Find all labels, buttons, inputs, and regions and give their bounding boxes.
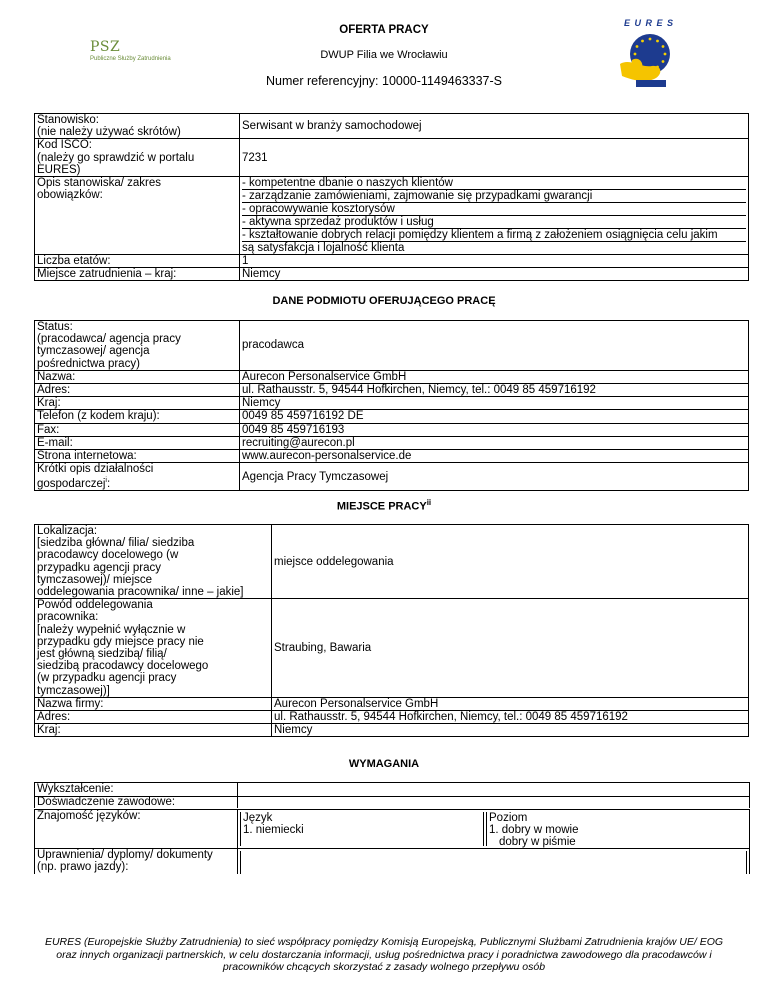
employer-table [34, 320, 749, 491]
employer-website[interactable]: www.aurecon-personalservice.de [240, 450, 749, 463]
employer-section-title: DANE PODMIOTU OFERUJĄCEGO PRACĘ [272, 295, 496, 307]
reason-label-cell [35, 599, 272, 698]
employer-row-label: E-mail: [35, 436, 240, 449]
employer-row-value: Aurecon Personalservice GmbH [240, 370, 749, 383]
licenses-value [237, 848, 750, 874]
workplace-row-value: Niemcy [272, 724, 749, 737]
employer-row-label: Adres: [35, 384, 240, 397]
reason-label-line: [należy wypełnić wyłącznie w [37, 623, 186, 636]
location-label-cell [35, 525, 272, 599]
requirements-table [34, 782, 749, 874]
activity-label-colon: : [106, 478, 111, 491]
footnote-marker: i [105, 477, 107, 485]
reason-label-line: (w przypadku agencji pracy [37, 672, 177, 685]
office-name: DWUP Filia we Wrocławiu [320, 49, 448, 61]
employer-row-value: 0049 85 459716192 DE [240, 410, 749, 423]
duties-label-1: Opis stanowiska/ zakres [37, 177, 161, 190]
jobs-count-label: Liczba etatów: [35, 255, 240, 268]
licenses-label-cell [34, 848, 239, 874]
employer-row-label: Fax: [35, 423, 240, 436]
eures-logo-text: E U R E S [623, 18, 674, 28]
workplace-row-label: Nazwa firmy: [35, 697, 272, 710]
education-label: Wykształcenie: [34, 782, 239, 797]
requirements-section-title: WYMAGANIA [348, 758, 420, 770]
experience-value [237, 796, 750, 808]
level-value-1: 1. dobry w mowie [489, 824, 579, 836]
activity-label-2: gospodarczej [37, 478, 106, 491]
workplace-section-title [0, 498, 768, 513]
psz-logo-subtitle: Publiczne Służby Zatrudnienia [90, 56, 171, 62]
activity-value: Agencja Pracy Tymczasowej [240, 463, 749, 491]
employer-row-value: Niemcy [240, 397, 749, 410]
eures-emblem-icon [612, 28, 686, 92]
status-value: pracodawca [240, 321, 749, 371]
reason-label-line: jest główną siedzibą/ filią/ [37, 648, 167, 661]
location-label-line: pracodawcy docelowego (w [37, 549, 179, 562]
status-label-line: pośrednictwa pracy) [37, 357, 140, 370]
duty-item: - kształtowanie dobrych relacji pomiędzy klientem a firmą z założeniem osiągnięcia celu jakim [242, 229, 746, 242]
level-value-2: dobry w piśmie [499, 836, 576, 848]
workplace-title-text: MIEJSCE PRACY [336, 500, 427, 513]
column-divider [240, 851, 241, 874]
location-label-line: tymczasowej)/ miejsce [37, 573, 153, 586]
status-label-line: Status: [37, 321, 73, 333]
employer-row-label: Kraj: [35, 397, 240, 410]
status-label-cell [35, 321, 240, 371]
psz-logo [90, 40, 200, 70]
languages-label: Znajomość języków: [34, 809, 239, 848]
reason-value: Straubing, Bawaria [272, 599, 749, 698]
duties-label-2: obowiązków: [37, 189, 103, 202]
employer-row-label: Strona internetowa: [35, 450, 240, 463]
level-header: Poziom [489, 812, 528, 824]
duty-item: - opracowywanie kosztorysów [242, 203, 746, 216]
eures-logo [612, 18, 686, 98]
isco-label: Kod ISCO: [37, 139, 92, 152]
duty-item: - kompetentne dbanie o naszych klientów [242, 177, 746, 190]
language-value: 1. niemiecki [243, 824, 304, 836]
jobs-count-value: 1 [240, 255, 749, 268]
employer-row-value: 0049 85 459716193 [240, 423, 749, 436]
workplace-row-value: Aurecon Personalservice GmbH [272, 697, 749, 710]
position-note: (nie należy używać skrótów) [37, 126, 181, 139]
reason-label-line: przypadku gdy miejsce pracy nie [37, 635, 204, 648]
languages-value-area [237, 809, 750, 848]
work-country-label: Miejsce zatrudnienia – kraj: [35, 268, 240, 281]
licenses-label-1: Uprawnienia/ dyplomy/ dokumenty [37, 849, 213, 861]
duties-value-cell [240, 177, 749, 255]
isco-note-1: (należy go sprawdzić w portalu [37, 151, 195, 164]
language-column [240, 812, 484, 846]
isco-value: 7231 [240, 139, 749, 177]
workplace-table [34, 524, 749, 737]
footer-note: EURES (Europejskie Służby Zatrudnienia) to sieć współpracy pomiędzy Komisją Europejską, Publicznymi Służbami Zatrudnienia krajów UE/ EOG oraz innych organizacji partnerskich, w celu dostarczania informacji, usług pośrednictwa pracy i poradnictwa zawodowego dla pracodawców i pracowników chcących skorzystać z zasady wolnego przepływu osób [44, 936, 724, 974]
location-label-line: przypadku agencji pracy [37, 561, 162, 574]
duties-label-cell [35, 177, 240, 255]
activity-label-2-wrap [37, 475, 237, 490]
isco-note-2: EURES) [37, 163, 81, 176]
status-label-line: tymczasowej/ agencja [37, 345, 150, 358]
reason-label-line: Powód oddelegowania [37, 599, 153, 612]
activity-label-cell [35, 463, 240, 491]
location-label-line: Lokalizacja: [37, 525, 98, 537]
duty-item: są satysfakcja i lojalność klienta [242, 242, 405, 255]
work-country-value: Niemcy [240, 268, 749, 281]
column-divider [746, 851, 747, 874]
licenses-label-2: (np. prawo jazdy): [37, 861, 129, 873]
location-label-line: oddelegowania pracownika/ inne – jakie] [37, 586, 244, 599]
status-label-line: (pracodawca/ agencja pracy [37, 333, 181, 346]
location-label-line: [siedziba główna/ filia/ siedziba [37, 537, 195, 550]
education-value [237, 782, 750, 797]
employer-row-label: Telefon (z kodem kraju): [35, 410, 240, 423]
employer-row-label: Nazwa: [35, 370, 240, 383]
duty-item: - aktywna sprzedaż produktów i usług [242, 216, 746, 229]
workplace-row-label: Adres: [35, 711, 272, 724]
duty-item: - zarządzanie zamówieniami, zajmowanie się przypadkami gwarancji [242, 190, 746, 203]
psz-logo-text: PSZ [90, 39, 121, 55]
activity-label-1: Krótki opis działalności [37, 463, 154, 476]
position-label-cell [35, 114, 240, 139]
workplace-row-label: Kraj: [35, 724, 272, 737]
workplace-row-value: ul. Rathausstr. 5, 94544 Hofkirchen, Niemcy, tel.: 0049 85 459716192 [272, 711, 749, 724]
level-column [486, 812, 750, 846]
experience-label: Doświadczenie zawodowe: [34, 796, 239, 808]
position-label: Stanowisko: [37, 114, 100, 126]
position-table [34, 113, 749, 281]
reason-label-line: siedzibą pracodawcy docelowego [37, 660, 209, 673]
location-value: miejsce oddelegowania [272, 525, 749, 599]
employer-row-value: ul. Rathausstr. 5, 94544 Hofkirchen, Niemcy, tel.: 0049 85 459716192 [240, 384, 749, 397]
position-value: Serwisant w branży samochodowej [240, 114, 749, 139]
employer-email[interactable]: recruiting@aurecon.pl [240, 436, 749, 449]
document-title: OFERTA PRACY [339, 24, 429, 36]
language-header: Język [243, 812, 273, 824]
reference-number: Numer referencyjny: 10000-1149463337-S [265, 74, 503, 88]
footnote-marker: ii [426, 498, 432, 507]
reason-label-line: pracownika: [37, 611, 99, 624]
isco-label-cell [35, 139, 240, 177]
reason-label-line: tymczasowej)] [37, 684, 110, 697]
